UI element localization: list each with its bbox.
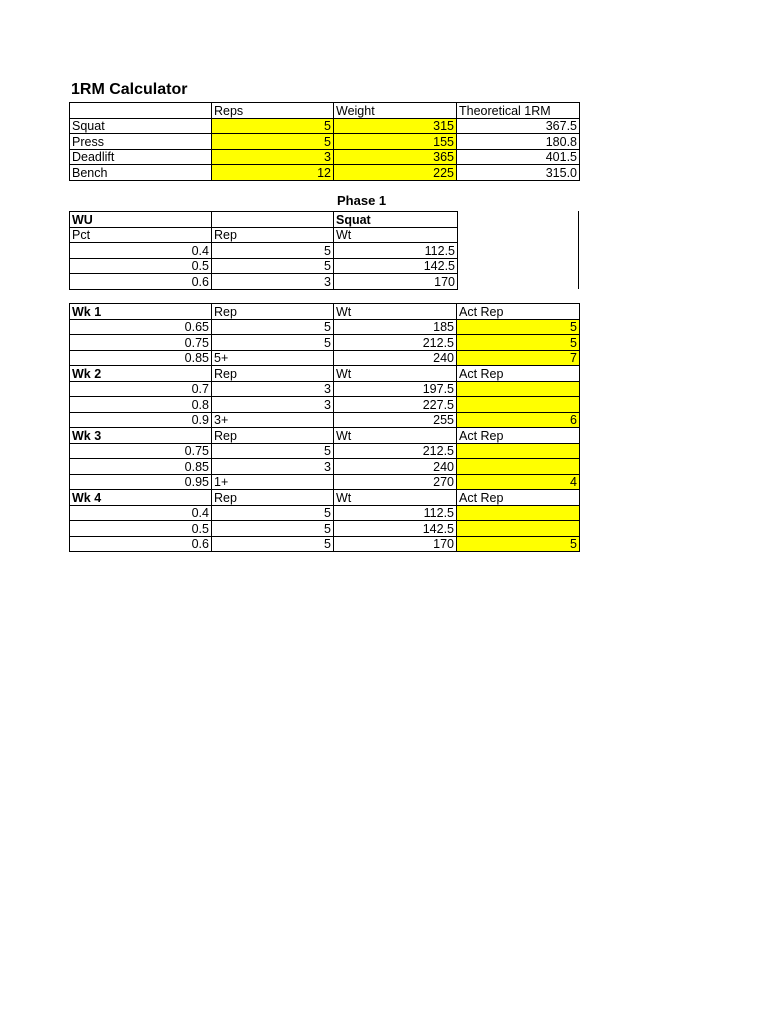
week-set-row (70, 319, 580, 335)
warmup-wt: 170 (334, 274, 458, 290)
set-pct: 0.75 (70, 335, 212, 351)
week-set-row (70, 397, 580, 413)
act-rep-input[interactable]: 6 (457, 412, 580, 428)
warmup-lift-name: Squat (334, 212, 458, 228)
set-pct: 0.85 (70, 459, 212, 475)
col-act-rep: Act Rep (457, 304, 580, 320)
one-rm-header-row (70, 103, 580, 119)
set-rep: 3+ (212, 412, 334, 428)
col-rep: Rep (212, 304, 334, 320)
col-act-rep: Act Rep (457, 428, 580, 444)
week-set-row (70, 443, 580, 459)
lift-reps-input[interactable]: 12 (212, 165, 334, 181)
one-rm-table (69, 102, 580, 181)
week-set-row (70, 350, 580, 366)
set-rep: 5 (212, 505, 334, 521)
lift-reps-input[interactable]: 5 (212, 118, 334, 134)
phase-title: Phase 1 (337, 193, 387, 208)
col-wt: Wt (334, 304, 457, 320)
week-header-row (70, 304, 580, 320)
set-wt: 240 (334, 459, 457, 475)
set-wt: 142.5 (334, 521, 457, 537)
col-rep: Rep (212, 227, 334, 243)
col-rep: Rep (212, 490, 334, 506)
warmup-label: WU (70, 212, 212, 228)
warmup-pct: 0.4 (70, 243, 212, 259)
warmup-header-row (70, 227, 458, 243)
warmup-label-row (70, 212, 458, 228)
warmup-rep: 5 (212, 243, 334, 259)
lift-weight-input[interactable]: 225 (334, 165, 457, 181)
lift-reps-input[interactable]: 5 (212, 134, 334, 150)
act-rep-input[interactable]: 5 (457, 536, 580, 552)
warmup-row (70, 258, 458, 274)
header-blank (70, 103, 212, 119)
set-wt: 170 (334, 536, 457, 552)
week-set-row (70, 412, 580, 428)
week-set-row (70, 536, 580, 552)
lift-name: Deadlift (70, 149, 212, 165)
set-rep: 5 (212, 319, 334, 335)
set-pct: 0.85 (70, 350, 212, 366)
set-rep: 5 (212, 335, 334, 351)
warmup-blank (212, 212, 334, 228)
warmup-row (70, 274, 458, 290)
warmup-pct: 0.6 (70, 274, 212, 290)
week-header-row (70, 428, 580, 444)
header-reps: Reps (212, 103, 334, 119)
week-label: Wk 3 (70, 428, 212, 444)
act-rep-input[interactable] (457, 521, 580, 537)
lift-row (70, 165, 580, 181)
warmup-rep: 5 (212, 258, 334, 274)
lift-name: Press (70, 134, 212, 150)
week-set-row (70, 521, 580, 537)
lift-theoretical-1rm: 401.5 (457, 149, 580, 165)
calculator-title: 1RM Calculator (71, 81, 188, 98)
week-header-row (70, 490, 580, 506)
set-pct: 0.9 (70, 412, 212, 428)
col-pct: Pct (70, 227, 212, 243)
act-rep-input[interactable] (457, 459, 580, 475)
act-rep-input[interactable]: 7 (457, 350, 580, 366)
lift-weight-input[interactable]: 365 (334, 149, 457, 165)
week-set-row (70, 381, 580, 397)
col-wt: Wt (334, 490, 457, 506)
set-rep: 1+ (212, 474, 334, 490)
set-wt: 255 (334, 412, 457, 428)
set-wt: 112.5 (334, 505, 457, 521)
grid-divider-line (578, 211, 579, 289)
warmup-wt: 112.5 (334, 243, 458, 259)
lift-name: Squat (70, 118, 212, 134)
set-wt: 270 (334, 474, 457, 490)
lift-row (70, 149, 580, 165)
act-rep-input[interactable]: 5 (457, 335, 580, 351)
act-rep-input[interactable] (457, 397, 580, 413)
week-set-row (70, 505, 580, 521)
set-rep: 5 (212, 443, 334, 459)
weekly-table (69, 303, 580, 552)
set-pct: 0.95 (70, 474, 212, 490)
warmup-row (70, 243, 458, 259)
lift-theoretical-1rm: 180.8 (457, 134, 580, 150)
week-label: Wk 1 (70, 304, 212, 320)
lift-weight-input[interactable]: 315 (334, 118, 457, 134)
lift-row (70, 134, 580, 150)
set-wt: 197.5 (334, 381, 457, 397)
week-label: Wk 4 (70, 490, 212, 506)
lift-row (70, 118, 580, 134)
lift-theoretical-1rm: 315.0 (457, 165, 580, 181)
set-pct: 0.8 (70, 397, 212, 413)
act-rep-input[interactable] (457, 443, 580, 459)
set-pct: 0.7 (70, 381, 212, 397)
set-rep: 3 (212, 397, 334, 413)
week-set-row (70, 474, 580, 490)
col-rep: Rep (212, 366, 334, 382)
week-label: Wk 2 (70, 366, 212, 382)
set-pct: 0.5 (70, 521, 212, 537)
col-wt: Wt (334, 366, 457, 382)
set-wt: 212.5 (334, 443, 457, 459)
set-wt: 185 (334, 319, 457, 335)
set-pct: 0.65 (70, 319, 212, 335)
set-rep: 5 (212, 536, 334, 552)
set-rep: 5+ (212, 350, 334, 366)
lift-name: Bench (70, 165, 212, 181)
header-weight: Weight (334, 103, 457, 119)
col-act-rep: Act Rep (457, 366, 580, 382)
set-wt: 240 (334, 350, 457, 366)
col-rep: Rep (212, 428, 334, 444)
week-set-row (70, 459, 580, 475)
act-rep-input[interactable]: 5 (457, 319, 580, 335)
week-set-row (70, 335, 580, 351)
set-rep: 5 (212, 521, 334, 537)
act-rep-input[interactable] (457, 381, 580, 397)
lift-weight-input[interactable]: 155 (334, 134, 457, 150)
lift-reps-input[interactable]: 3 (212, 149, 334, 165)
week-header-row (70, 366, 580, 382)
lift-theoretical-1rm: 367.5 (457, 118, 580, 134)
set-rep: 3 (212, 381, 334, 397)
col-wt: Wt (334, 428, 457, 444)
set-pct: 0.6 (70, 536, 212, 552)
warmup-wt: 142.5 (334, 258, 458, 274)
warmup-pct: 0.5 (70, 258, 212, 274)
set-wt: 227.5 (334, 397, 457, 413)
act-rep-input[interactable]: 4 (457, 474, 580, 490)
warmup-rep: 3 (212, 274, 334, 290)
set-pct: 0.75 (70, 443, 212, 459)
warmup-table (69, 211, 458, 290)
col-wt: Wt (334, 227, 458, 243)
set-wt: 212.5 (334, 335, 457, 351)
set-rep: 3 (212, 459, 334, 475)
set-pct: 0.4 (70, 505, 212, 521)
act-rep-input[interactable] (457, 505, 580, 521)
header-theoretical-1rm: Theoretical 1RM (457, 103, 580, 119)
col-act-rep: Act Rep (457, 490, 580, 506)
